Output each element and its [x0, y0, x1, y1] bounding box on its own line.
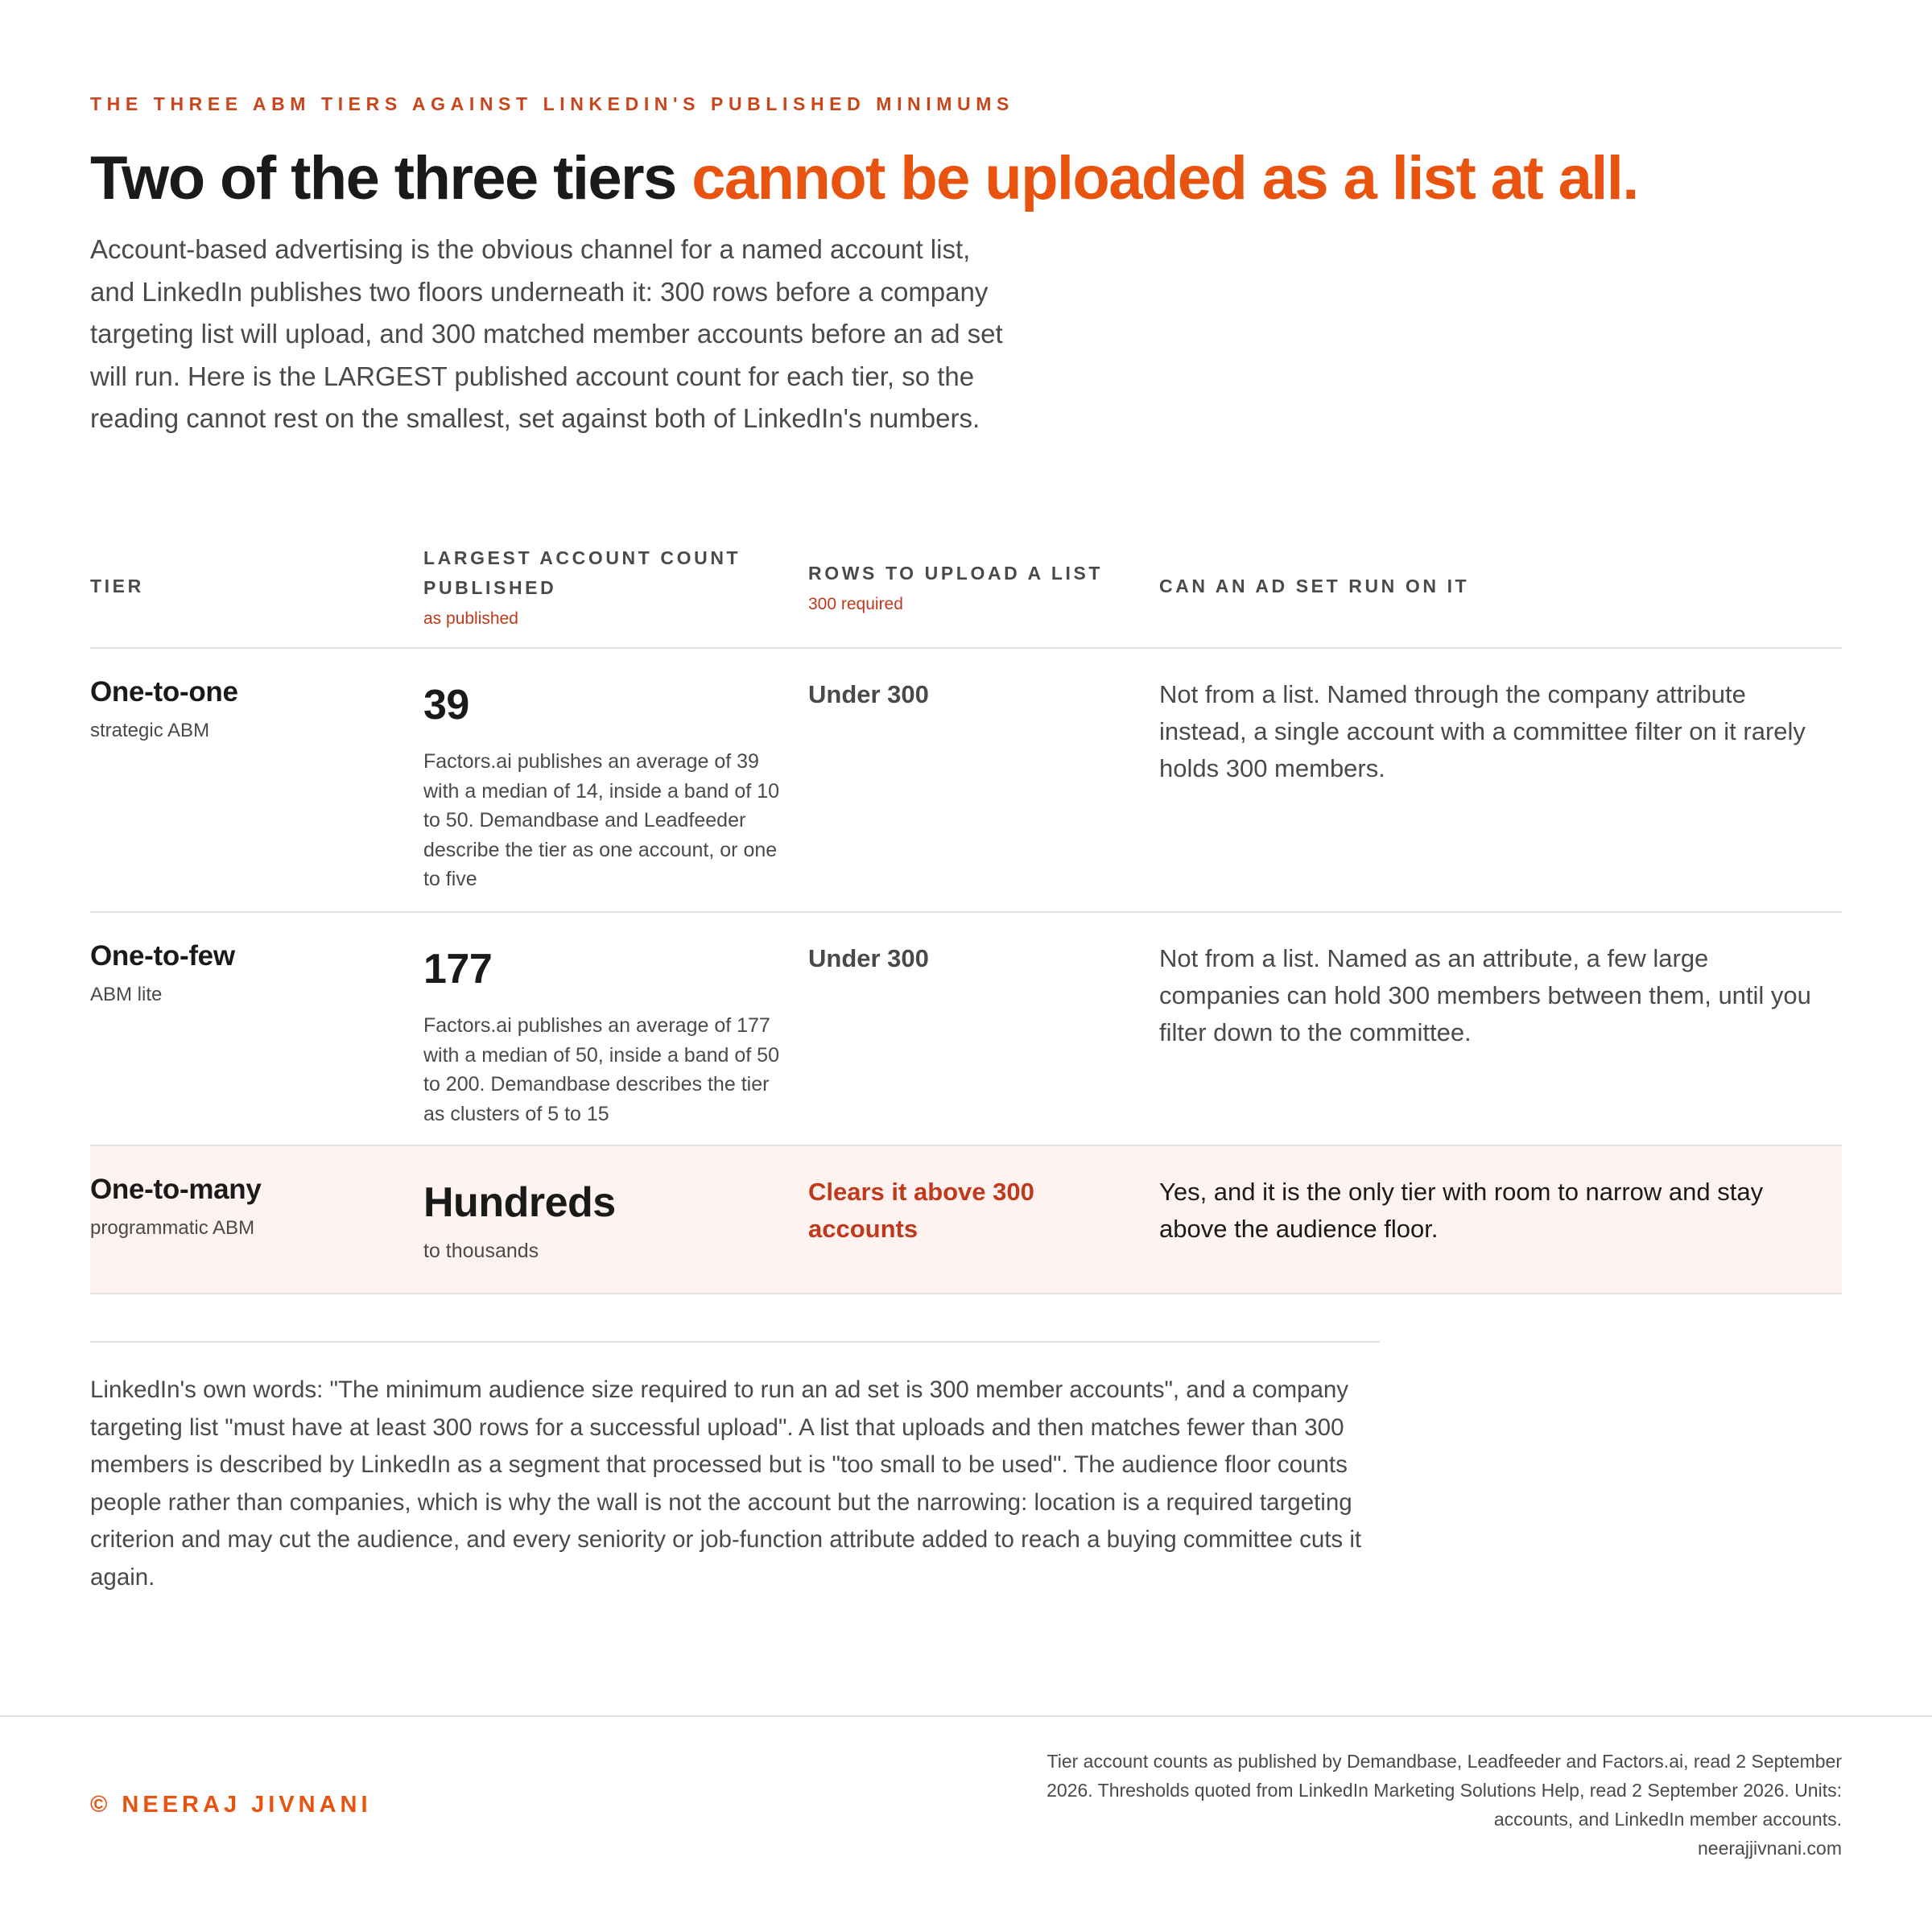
header-label: LARGEST ACCOUNT COUNT PUBLISHED: [423, 547, 741, 598]
tier-cell: [90, 649, 404, 742]
site-link[interactable]: neerajjivnani.com: [1698, 1838, 1842, 1859]
footer-divider: [0, 1715, 1932, 1717]
table-row-one-to-few: [90, 913, 1842, 1146]
tier-table: [90, 523, 1842, 1294]
lede-paragraph: Account-based advertising is the obvious channel for a named account list, and LinkedIn publishes two floors underneath it: 300 rows before a company targeting list will upload, and 300 matched member accounts before an ad set will run. Here is the LARGEST published account count for each tier, so the reading cannot rest on the smallest, set against both of LinkedIn's numbers.: [90, 234, 1003, 433]
table-header: [90, 523, 1842, 649]
header-tier: [90, 523, 404, 649]
source-note: [997, 1747, 1842, 1863]
count-note: Factors.ai publishes an average of 39 with a median of 14, inside a band of 10 to 50. Demandbase and Leadfeeder describe the tier as one account, or one to five: [423, 750, 779, 890]
account-count: 177: [423, 946, 493, 993]
rows-cell: [808, 913, 1138, 977]
tier-subtitle: programmatic ABM: [90, 1217, 255, 1239]
count-cell: [423, 913, 826, 1129]
table-row-one-to-one: [90, 649, 1842, 913]
count-cell: [423, 1146, 826, 1266]
adset-text: Not from a list. Named through the company attribute instead, a single account with a committee filter on it rarely holds 300 members.: [1159, 680, 1806, 782]
source-text: Tier account counts as published by Demandbase, Leadfeeder and Factors.ai, read 2 September 2026. Thresholds quoted from LinkedIn Marketing Solutions Help, read 2 September 2026. Units: accounts, and LinkedIn member accounts.: [1046, 1751, 1842, 1830]
rows-cell: [808, 1146, 1138, 1248]
adset-cell: [1159, 649, 1842, 787]
rows-value: Under 300: [808, 680, 929, 708]
rows-cell: [808, 649, 1138, 713]
adset-cell: [1159, 913, 1842, 1051]
section-divider: [90, 1341, 1380, 1343]
table-row-one-to-many: [90, 1146, 1842, 1294]
account-count: Hundreds: [423, 1179, 616, 1226]
header-sublabel: 300 required: [808, 594, 903, 613]
header-account-count: [423, 523, 826, 649]
adset-text: Yes, and it is the only tier with room to narrow and stay above the audience floor.: [1159, 1178, 1764, 1243]
count-note: Factors.ai publishes an average of 177 with a median of 50, inside a band of 50 to 200. Demandbase describes the tier as clusters of 5 to 15: [423, 1014, 779, 1125]
tier-cell: [90, 1146, 404, 1240]
rows-value: Clears it above 300 accounts: [808, 1178, 1034, 1243]
rows-value: Under 300: [808, 944, 929, 972]
headline: [90, 138, 1638, 219]
adset-text: Not from a list. Named as an attribute, a few large companies can hold 300 members between them, until you filter down to the committee.: [1159, 944, 1811, 1046]
tier-name: One-to-one: [90, 676, 238, 708]
linkedin-quote: LinkedIn's own words: "The minimum audience size required to run an ad set is 300 member accounts", and a company targeting list "must have at least 300 rows for a successful upload". A list that uploads and then matches fewer than 300 members is described by LinkedIn as a segment that processed but is "too small to be used". The audience floor counts people rather than companies, which is why the wall is not the account but the narrowing: location is a required targeting criterion and may cut the audience, and every seniority or job-function attribute added to reach a buying committee cuts it again.: [90, 1376, 1362, 1591]
eyebrow: THE THREE ABM TIERS AGAINST LINKEDIN'S PUBLISHED MINIMUMS: [90, 93, 1014, 114]
header-sublabel: as published: [423, 609, 518, 628]
tier-name: One-to-few: [90, 940, 235, 972]
tier-subtitle: strategic ABM: [90, 720, 210, 741]
account-count: 39: [423, 682, 469, 728]
header-label: ROWS TO UPLOAD A LIST: [808, 562, 1104, 584]
count-note: to thousands: [423, 1240, 539, 1262]
header-ad-set: [1159, 523, 1842, 649]
adset-cell: [1159, 1146, 1842, 1248]
header-rows-to-upload: [808, 523, 1138, 649]
count-cell: [423, 649, 826, 894]
brand-credit: © NEERAJ JIVNANI: [90, 1792, 372, 1818]
headline-lead: Two of the three tiers: [90, 144, 692, 213]
headline-accent: cannot be uploaded as a list at all.: [691, 144, 1638, 213]
header-label: TIER: [90, 575, 144, 596]
header-label: CAN AN AD SET RUN ON IT: [1159, 575, 1470, 596]
tier-subtitle: ABM lite: [90, 984, 163, 1005]
tier-cell: [90, 913, 404, 1006]
tier-name: One-to-many: [90, 1174, 262, 1205]
